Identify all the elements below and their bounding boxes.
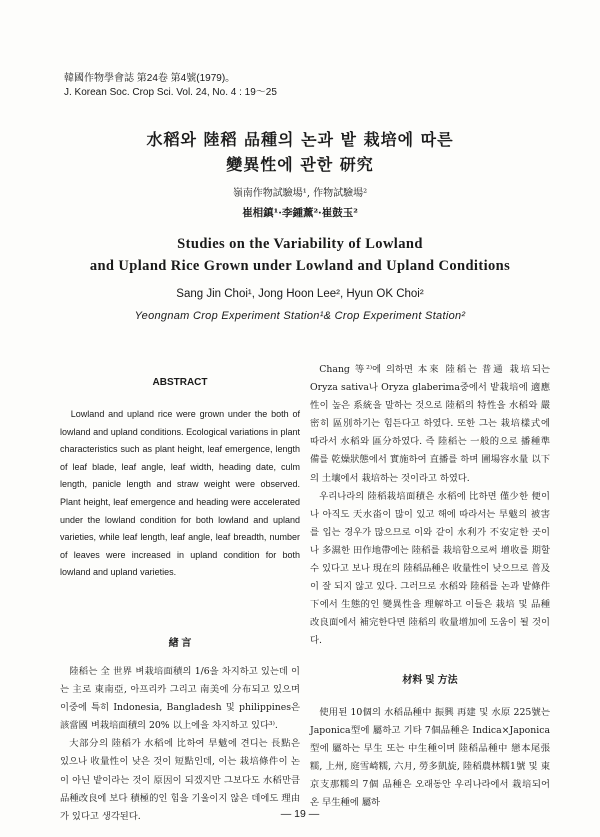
title-ko-line2: 變異性에 관한 研究 xyxy=(226,155,374,174)
right-paragraph-1: Chang 等²⁾에 의하면 本來 陸稻는 普通 栽培되는 Oryza sativa나 Oryza glaberima중에서 밭栽培에 適應性이 높은 系統을 말하는 것으로 陸稻의 特性을 水稻와 嚴密히 區別하기는 힘든다고 하였다. 또한 그는 栽培樣式에 따라서 水稻와 區分하였다. 즉 陸稻는 一般的으로 播種準備를 乾燥狀態에서 實施하여 直播를 하며 圃場容水量 以下의 土壤에서 栽培하는 것이라고 하였다. xyxy=(310,364,550,484)
title-en-line2: and Upland Rice Grown under Lowland and Upland Conditions xyxy=(89,258,511,274)
journal-citation-ko: 韓國作物學會誌 第24卷 第4號(1979)。 xyxy=(64,73,236,84)
journal-citation xyxy=(64,72,277,100)
methods-paragraph-1: 使用된 10個의 水稻品種中 振興 再建 및 水原 225號는 Japonica型에 屬하고 기타 7個品種은 Indica×Japonica型에 屬하는 早生 또는 中生種이며 陸稻品種中 戀本尾張糯, 上州, 庭雪崎糯, 六月, 勞多凱旋, 陸稻農林糯1號 및 東京支那糯의 7個 品種은 오래동안 우리나라에서 栽培되어 온 早生種에 屬하 xyxy=(310,706,550,808)
journal-citation-en: J. Korean Soc. Crop Sci. Vol. 24, No. 4 : 19～25 xyxy=(64,87,277,98)
title-en-line1: Studies on the Variability of Lowland xyxy=(177,236,423,252)
intro-paragraph-1: 陸稻는 全 世界 벼栽培面積의 1/6을 차지하고 있는데 이는 主로 東南亞, 아프리카 그리고 南美에 分布되고 있으며 이중에 특히 Indonesia, Bangladesh 및 philippines은 該當國 벼栽培面積의 20% 以上에을 차지하고 있다³⁾. xyxy=(60,666,300,732)
affiliation-en: Yeongnam Crop Experiment Station¹& Crop Experiment Station² xyxy=(134,310,466,322)
authors-en: Sang Jin Choi¹, Jong Hoon Lee², Hyun OK Choi² xyxy=(176,288,424,300)
title-ko-line1: 水稻와 陸稻 品種의 논과 밭 栽培에 따른 xyxy=(146,130,454,149)
affiliation-ko: 嶺南作物試驗場¹, 作物試驗場² xyxy=(232,188,368,199)
abstract-text: Lowland and upland rice were grown under the both of lowland and upland conditions. Ecological variations in plant characteristics such as plant height, leaf emergence, length of leaf blade, leaf angle, leaf width, heading date, culm length, panicle length and straw weight were observed. Plant height, leaf emergence and heading were accelerated under the lowland condition for both lowland and upland varieties, while leaf length, leaf angle, leaf breadth, number of leaves were increased in upland condition for both lowland and upland varieties. xyxy=(60,409,300,578)
right-column xyxy=(310,361,550,812)
authors-ko: 崔相鎮¹·李鍾薰²·崔鼓玉² xyxy=(242,207,358,219)
right-paragraph-2: 우리나라의 陸稻栽培面積은 水稻에 比하면 僅少한 便이나 아직도 天水畓이 많이 있고 해에 따라서는 旱魃의 被害를 입는 경우가 많으므로 이와 같이 水利가 不安定한 곳이나 多濕한 田作地帶에는 陸稻를 栽培함으로써 增收를 期할 수 있다고 보나 現在의 陸稻品種은 收量性이 낮으므로 普及이 잘 되지 않고 있다. 그러므로 水稻와 陸稻를 논과 밭條件下에서 生態的인 變異性을 理解하고 이들은 栽培 및 品種改良面에서 補完한다면 陸稻의 收量增加에 도움이 될 것이다. xyxy=(310,490,550,647)
intro-paragraph-2: 大部分의 陸稻가 水稻에 比하여 旱魃에 견디는 長點은 있으나 收量性이 낮은 것이 短點인데, 이는 栽培條件이 논이 아닌 밭이라는 것이 原因이 되겠지만 그보다도 水稻만큼 品種改良에 보다 積極的인 힘을 기울이지 않은 데에도 理由가 있다고 생각된다. xyxy=(60,738,300,822)
abstract-section xyxy=(60,377,300,582)
intro-section xyxy=(60,634,300,826)
methods-heading: 材料 및 方法 xyxy=(402,674,458,686)
page-number: — 19 — xyxy=(280,808,320,820)
intro-heading: 緖 言 xyxy=(168,638,192,649)
abstract-heading: ABSTRACT xyxy=(152,377,208,388)
